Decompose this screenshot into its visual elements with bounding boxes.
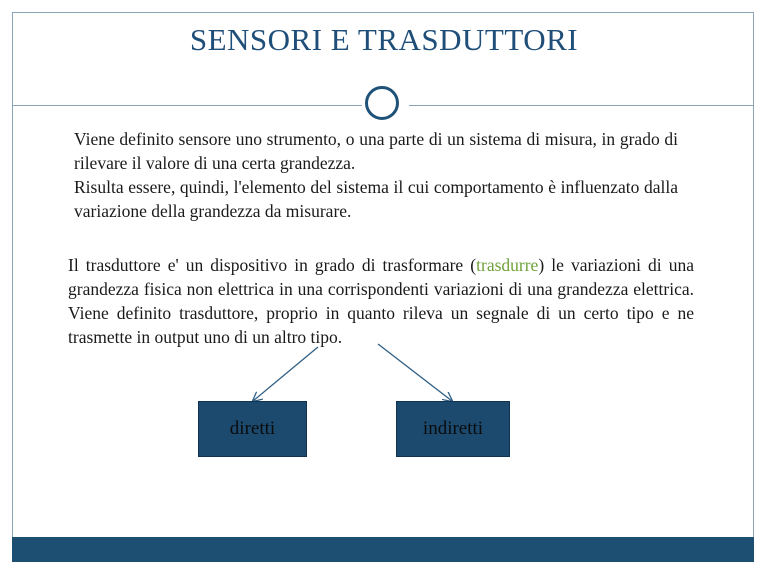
box-diretti-label: diretti (229, 418, 276, 439)
slide-title: SENSORI E TRASDUTTORI (189, 22, 579, 57)
box-indiretti (396, 401, 510, 457)
arrow-to-diretti (253, 347, 318, 401)
box-indiretti-label: indiretti (422, 418, 484, 439)
sensor-behavior-text: Risulta essere, quindi, l'elemento del sistema il cui comportamento è influenzato dalla variazione della grandezza da misurare. (74, 177, 678, 221)
footer-bar (12, 537, 754, 562)
sensor-definition-text: Viene definito sensore uno strumento, o una parte di un sistema di misura, in grado di rilevare il valore di una certa grandezza. (74, 129, 678, 173)
box-diretti (198, 401, 307, 457)
arrow-to-indiretti (378, 344, 452, 401)
transducer-highlight: trasdurre (476, 255, 539, 275)
transducer-text-after: ) le variazioni di una grandezza fisica non elettrica in una corrispondenti variazioni di una grandezza elettrica. Viene definito trasduttore, proprio in quanto rileva un segnale di un certo tipo e ne trasmette in output uno di un altro tipo. (68, 255, 694, 347)
transducer-text-before: Il trasduttore e' un dispositivo in grado di trasformare ( (68, 255, 477, 275)
